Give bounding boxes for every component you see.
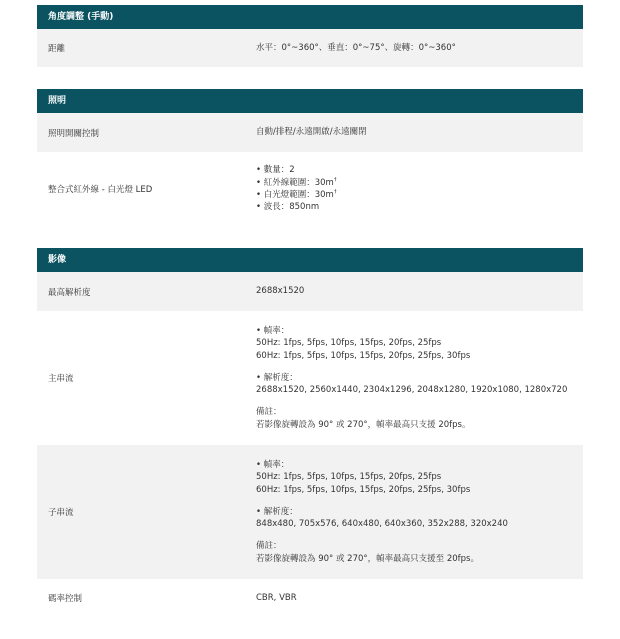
spec-sheet [37, 5, 583, 639]
frame-rate-60hz: 60Hz: 1fps, 5fps, 10fps, 15fps, 20fps, 25fps, 30fps [256, 350, 471, 361]
spec-row-main-stream [37, 311, 583, 445]
spec-value-line: 水平：0°~360°、垂直：0°~75°、旋轉：0°~360° [256, 42, 456, 53]
spec-value-line: CBR, VBR [256, 592, 297, 603]
spec-row-distance [37, 29, 583, 67]
spec-value-line: 自動/排程/永遠開啟/永遠關閉 [256, 127, 367, 138]
spec-label: 最高解析度 [48, 287, 91, 298]
spec-row-bitrate-control [37, 579, 583, 617]
note-label: 備註： [256, 541, 282, 552]
dagger-mark: † [333, 189, 337, 196]
spec-label: 主串流 [48, 374, 74, 384]
section-header: 影像 [37, 248, 583, 272]
spec-value [253, 272, 583, 311]
note-block [256, 540, 583, 565]
spec-value [253, 445, 583, 579]
spec-value-line: • 波長：850nm [256, 202, 320, 213]
resolution-list: 848x480, 705x576, 640x480, 640x360, 352x288, 320x240 [256, 519, 508, 530]
spec-row-sub-stream [37, 445, 583, 579]
section-image [37, 248, 583, 617]
spec-value-line: • 數量：2 [256, 165, 295, 176]
resolution-list: 2688x1520, 2560x1440, 2304x1296, 2048x1280, 1920x1080, 1280x720 [256, 385, 568, 396]
note-block [256, 406, 583, 431]
spec-value-line: 2688x1520 [256, 286, 305, 297]
spec-label: 距離 [48, 44, 66, 54]
frame-rate-50hz: 50Hz: 1fps, 5fps, 10fps, 15fps, 20fps, 25fps [256, 338, 442, 349]
note-label: 備註： [256, 407, 282, 418]
frame-rate-block [256, 459, 583, 496]
spec-value [253, 311, 583, 445]
ir-range-text: • 紅外線範圍：30m [256, 177, 334, 188]
frame-rate-block [256, 325, 583, 362]
frame-rate-label: • 幀率： [256, 459, 290, 470]
spec-label: 子串流 [48, 508, 74, 518]
section-lighting [37, 89, 583, 226]
spec-value-line [256, 177, 583, 189]
resolution-block [256, 506, 583, 531]
white-light-range-text: • 白光燈範圍：30m [256, 190, 334, 200]
spec-label: 整合式紅外線 - 白光燈 LED [48, 185, 153, 195]
spec-value [253, 113, 583, 152]
resolution-label: • 解析度： [256, 506, 298, 517]
note-text: 若影像旋轉設為 90° 或 270°，幀率最高只支援至 20fps。 [256, 553, 479, 564]
frame-rate-60hz: 60Hz: 1fps, 5fps, 10fps, 15fps, 20fps, 25fps, 30fps [256, 484, 471, 495]
resolution-label: • 解析度： [256, 372, 298, 383]
note-text: 若影像旋轉設為 90° 或 270°，幀率最高只支援 20fps。 [256, 419, 471, 430]
spec-row-max-resolution [37, 272, 583, 311]
spec-value-line [256, 189, 583, 201]
dagger-mark: † [333, 176, 337, 183]
section-header: 照明 [37, 89, 583, 113]
spec-label: 照明開關控制 [48, 128, 100, 139]
section-header: 角度調整 (手動) [37, 5, 583, 29]
spec-row-ir-led [37, 152, 583, 226]
spec-value [253, 579, 583, 617]
frame-rate-label: • 幀率： [256, 325, 290, 336]
section-angle [37, 5, 583, 67]
spec-value [253, 29, 583, 67]
spec-row-light-control [37, 113, 583, 152]
frame-rate-50hz: 50Hz: 1fps, 5fps, 10fps, 15fps, 20fps, 25fps [256, 472, 442, 483]
resolution-block [256, 372, 583, 397]
spec-value [253, 152, 583, 226]
spec-label: 碼率控制 [48, 594, 83, 604]
